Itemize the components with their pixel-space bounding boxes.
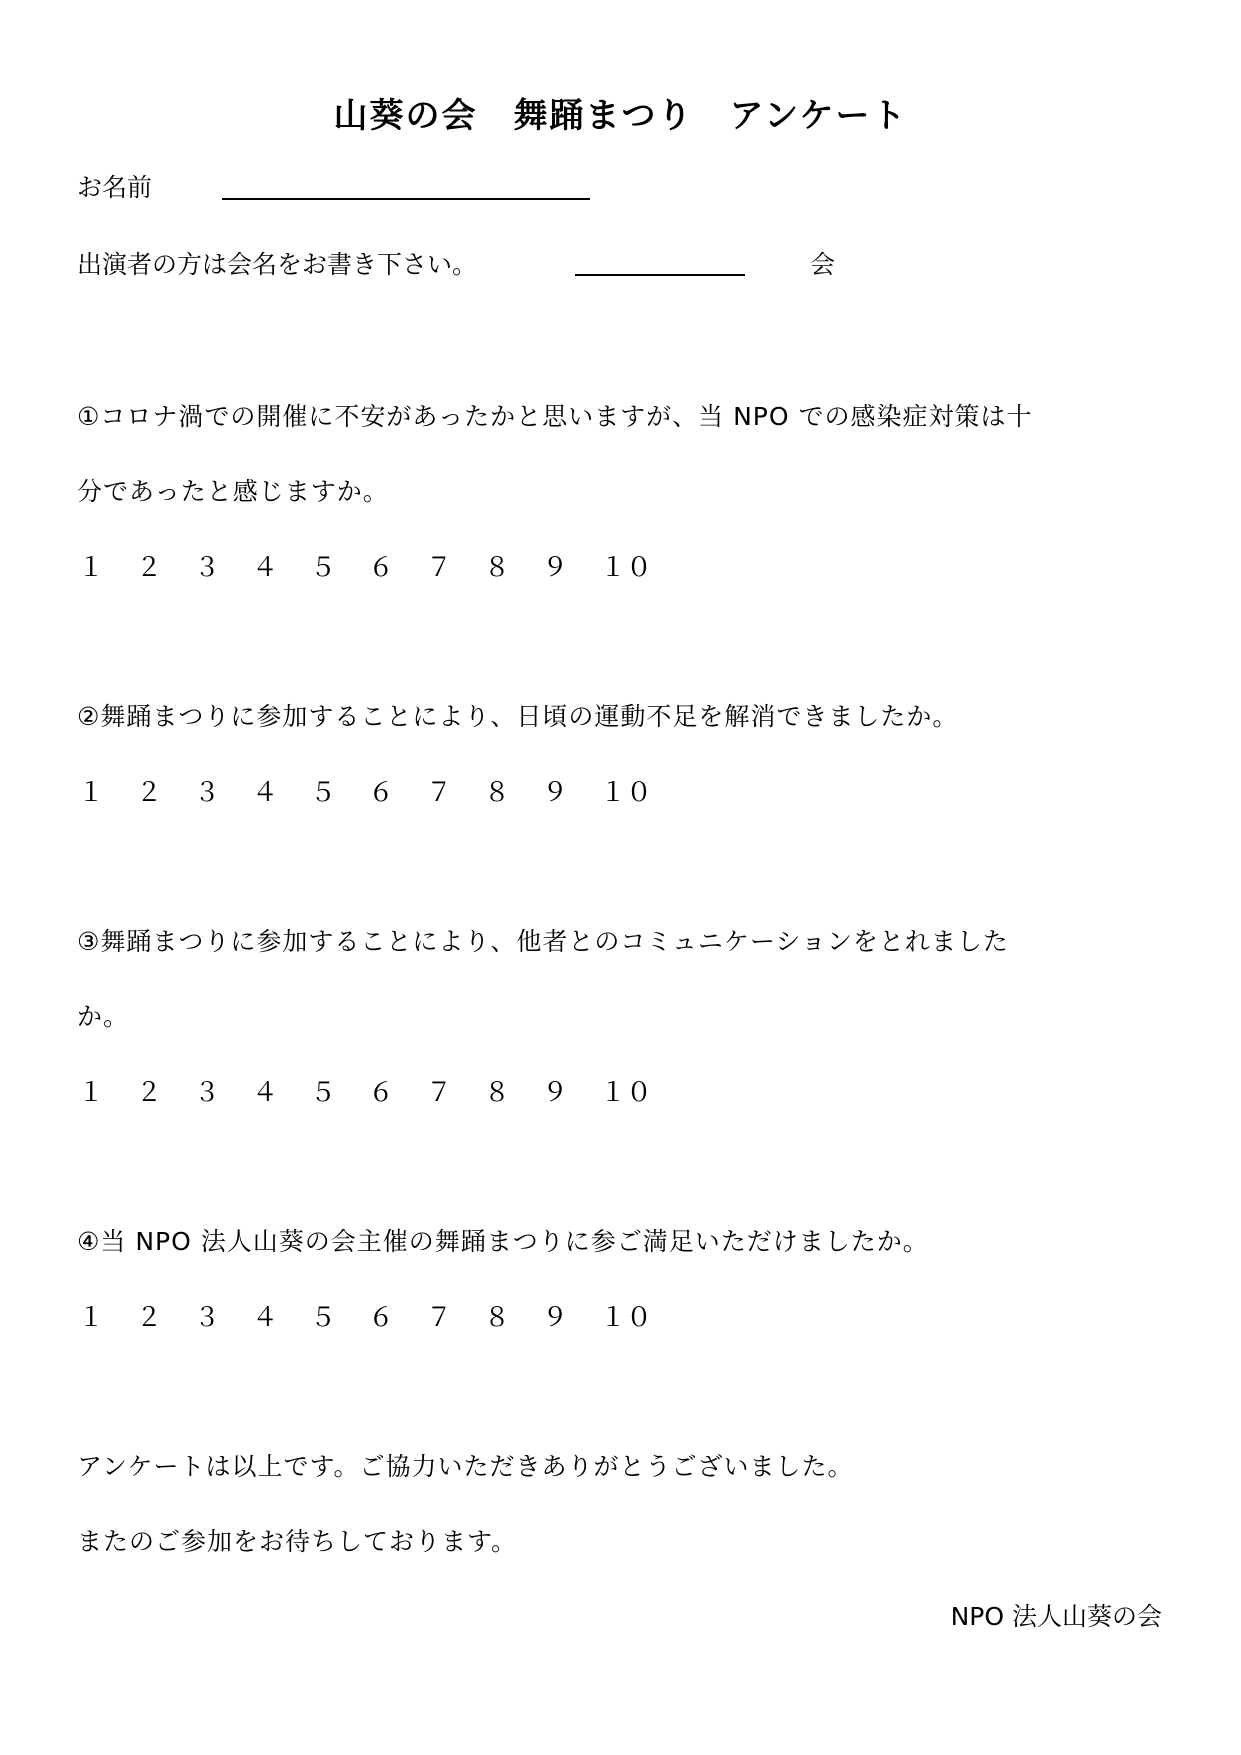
scale-option[interactable]: ３ [194, 553, 221, 583]
scale-option[interactable]: ９ [542, 1303, 569, 1333]
scale-option[interactable]: ７ [426, 553, 453, 583]
scale-option[interactable]: ５ [310, 778, 337, 808]
scale-option[interactable]: １０ [600, 778, 653, 808]
scale-option[interactable]: ５ [310, 1303, 337, 1333]
scale-option[interactable]: ９ [542, 778, 569, 808]
scale-option[interactable]: ４ [252, 1078, 279, 1108]
scale-option[interactable]: １０ [600, 553, 653, 583]
scale-option[interactable]: ５ [310, 553, 337, 583]
scale-option[interactable]: ６ [368, 1078, 395, 1108]
scale-option[interactable]: ２ [136, 1303, 163, 1333]
page-title: 山葵の会 舞踊まつり アンケート [333, 96, 908, 136]
question-4-scale [78, 1297, 658, 1334]
question-1-line-1: ①コロナ渦での開催に不安があったかと思いますが、当 NPO での感染症対策は十 [77, 402, 1033, 431]
group-label: 出演者の方は会名をお書き下さい。 [77, 250, 478, 279]
scale-option[interactable]: ８ [484, 1303, 511, 1333]
name-label: お名前 [77, 173, 153, 202]
scale-option[interactable]: ７ [426, 1303, 453, 1333]
scale-option[interactable]: ６ [368, 1303, 395, 1333]
scale-option[interactable]: ２ [136, 553, 163, 583]
question-2-line-1: ②舞踊まつりに参加することにより、日頃の運動不足を解消できましたか。 [77, 702, 959, 731]
organization-signature: NPO 法人山葵の会 [950, 1602, 1162, 1631]
question-3-line-1: ③舞踊まつりに参加することにより、他者とのコミュニケーションをとれました [77, 927, 1009, 956]
scale-option[interactable]: ４ [252, 1303, 279, 1333]
name-answer-line[interactable] [222, 198, 590, 200]
scale-option[interactable]: ４ [252, 778, 279, 808]
question-3-line-2: か。 [77, 1002, 130, 1031]
closing-invitation: またのご参加をお待ちしております。 [77, 1527, 518, 1556]
closing-thanks: アンケートは以上です。ご協力いただきありがとうございました。 [77, 1452, 854, 1481]
scale-option[interactable]: １０ [600, 1303, 653, 1333]
scale-option[interactable]: ８ [484, 1078, 511, 1108]
scale-option[interactable]: １ [78, 778, 105, 808]
group-suffix: 会 [810, 250, 836, 279]
scale-option[interactable]: １ [78, 1078, 105, 1108]
question-2-scale [78, 772, 658, 809]
question-1-scale [78, 547, 658, 584]
scale-option[interactable]: ４ [252, 553, 279, 583]
scale-option[interactable]: ３ [194, 1303, 221, 1333]
scale-option[interactable]: ５ [310, 1078, 337, 1108]
question-3-scale [78, 1072, 658, 1109]
scale-option[interactable]: ６ [368, 553, 395, 583]
scale-option[interactable]: ９ [542, 553, 569, 583]
group-answer-line[interactable] [575, 274, 745, 276]
scale-option[interactable]: ２ [136, 778, 163, 808]
scale-option[interactable]: ９ [542, 1078, 569, 1108]
scale-option[interactable]: １ [78, 1303, 105, 1333]
scale-option[interactable]: ６ [368, 778, 395, 808]
scale-option[interactable]: ２ [136, 1078, 163, 1108]
scale-option[interactable]: １０ [600, 1078, 653, 1108]
scale-option[interactable]: ８ [484, 553, 511, 583]
scale-option[interactable]: ７ [426, 1078, 453, 1108]
scale-option[interactable]: ７ [426, 778, 453, 808]
question-4-line-1: ④当 NPO 法人山葵の会主催の舞踊まつりに参ご満足いただけましたか。 [77, 1227, 929, 1256]
scale-option[interactable]: ８ [484, 778, 511, 808]
scale-option[interactable]: １ [78, 553, 105, 583]
question-1-line-2: 分であったと感じますか。 [77, 477, 389, 506]
scale-option[interactable]: ３ [194, 1078, 221, 1108]
scale-option[interactable]: ３ [194, 778, 221, 808]
